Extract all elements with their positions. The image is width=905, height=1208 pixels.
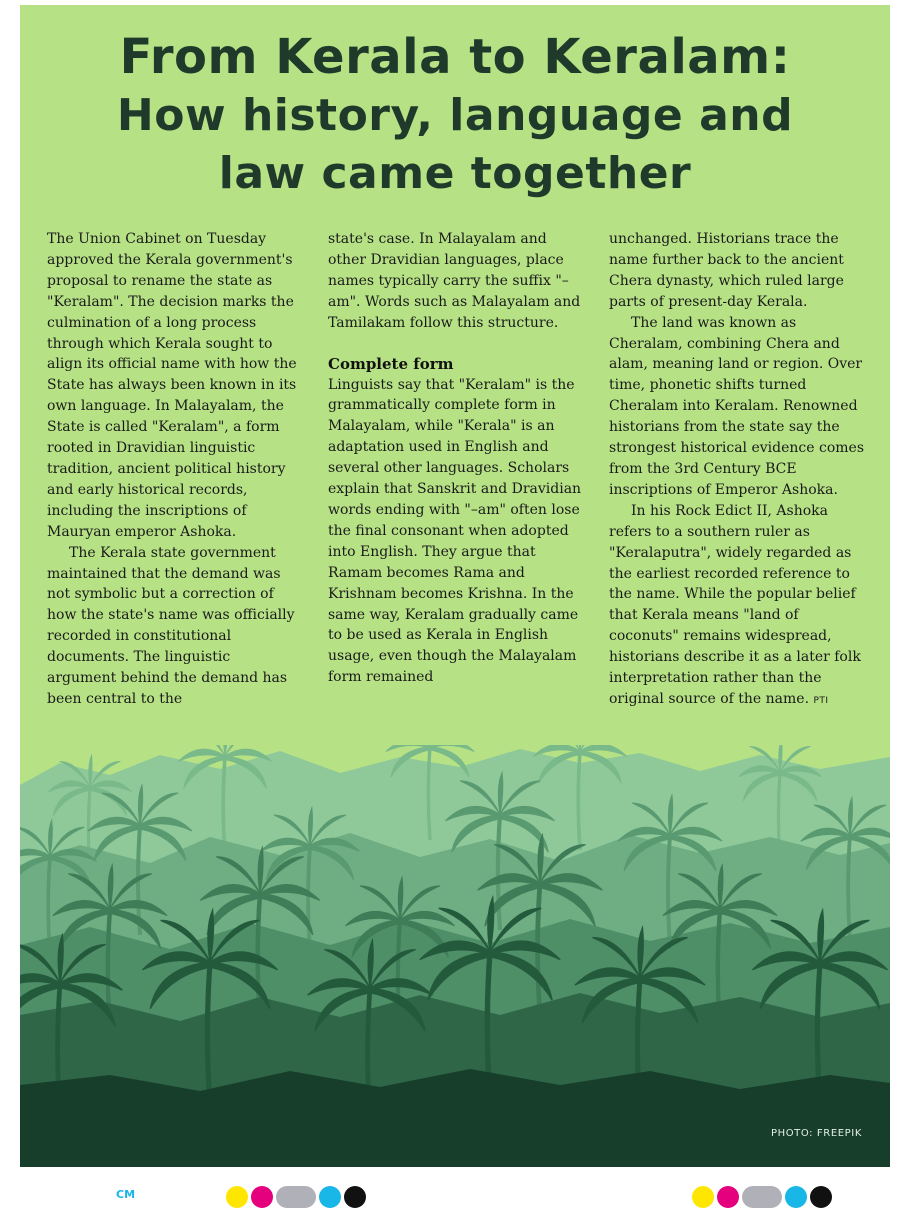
color-swatches-left [226, 1186, 369, 1208]
agency-credit: PTI [813, 695, 829, 706]
paragraph: Linguists say that "Keralam" is the grammatically complete form in Malayalam, while "Kerala" is an adaptation used in English and several other languages. Scholars explain that Sanskrit and Dravidian words ending with "–am" often lose the final consonant when adopted into English. They argue that Ramam becomes Rama and Krishnam becomes Krishna. In the same way, Keralam gradually came to be used as Kerala in English usage, even though the Malayalam form remained [328, 376, 582, 686]
paragraph: The Kerala state government maintained that the demand was not symbolic but a correction of how the state's name was officially recorded in constitutional documents. The linguistic argument behind the demand has been central to the [47, 544, 295, 707]
cm-label: CM [116, 1188, 136, 1201]
black-swatch-icon [810, 1186, 832, 1208]
paragraph: The land was known as Cheralam, combining Chera and alam, meaning land or region. Over time, phonetic shifts turned Cheralam into Keralam. Renowned historians from the state say the strongest historical evidence comes from the 3rd Century BCE inscriptions of Emperor Ashoka. [609, 314, 865, 498]
headline-line-2: How history, language and [116, 90, 794, 141]
paragraph: state's case. In Malayalam and other Dravidian languages, place names typically carry the suffix "–am". Words such as Malayalam and Tamilakam follow this structure. [328, 231, 581, 331]
paragraph: unchanged. Historians trace the name further back to the ancient Chera dynasty, which ruled large parts of present-day Kerala. [609, 231, 844, 310]
paragraph: The Union Cabinet on Tuesday approved the Kerala government's proposal to rename the state as "Keralam". The decision marks the culmination of a long process through which Kerala sought to align its official name with how the State has always been known in its own language. In Malayalam, the State is called "Keralam", a form rooted in Dravidian linguistic tradition, ancient political history and early historical records, including the inscriptions of Mauryan emperor Ashoka. [47, 231, 297, 540]
subheading: Complete form [328, 354, 454, 373]
yellow-swatch-icon [226, 1186, 248, 1208]
gray-swatch-icon [742, 1186, 782, 1208]
gray-swatch-icon [276, 1186, 316, 1208]
color-swatches-right [692, 1186, 835, 1208]
cyan-swatch-icon [319, 1186, 341, 1208]
headline-line-3: law came together [218, 148, 692, 199]
article-column-1 [47, 229, 303, 739]
article-column-2 [328, 229, 584, 739]
forest-silhouette-icon [20, 745, 890, 1167]
magenta-swatch-icon [717, 1186, 739, 1208]
paragraph-final [609, 501, 865, 712]
print-registration-marks [0, 1168, 905, 1200]
paragraph-text: In his Rock Edict II, Ashoka refers to a southern ruler as "Keralaputra", widely regarded as the earliest recorded reference to the name. While the popular belief that Kerala means "land of coconuts" remains widespread, historians describe it as a later folk interpretation rather than the original source of the name. [609, 502, 861, 707]
article-body [47, 229, 865, 739]
headline-line-1: From Kerala to Keralam: [119, 29, 791, 85]
magenta-swatch-icon [251, 1186, 273, 1208]
black-swatch-icon [344, 1186, 366, 1208]
cyan-swatch-icon [785, 1186, 807, 1208]
headline [20, 27, 890, 203]
yellow-swatch-icon [692, 1186, 714, 1208]
magazine-page [20, 5, 890, 1167]
photo-credit: PHOTO: FREEPIK [770, 1128, 862, 1139]
article-column-3 [609, 229, 865, 739]
